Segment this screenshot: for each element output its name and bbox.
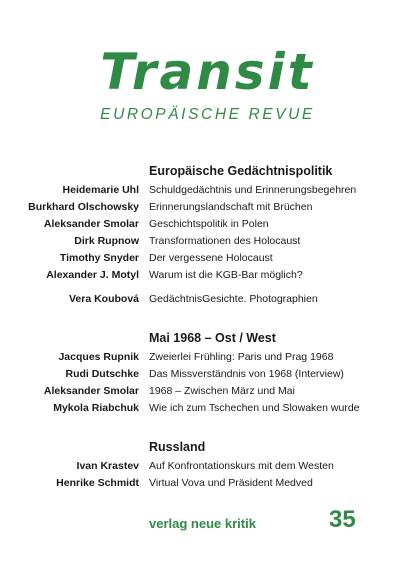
- toc-entry: [0, 199, 415, 216]
- entry-article: Schuldgedächtnis und Erinnerungsbegehren: [149, 184, 357, 196]
- entry-article: Warum ist die KGB-Bar möglich?: [149, 269, 303, 281]
- entry-article: Erinnerungslandschaft mit Brüchen: [149, 201, 313, 213]
- toc-entry: [0, 400, 415, 417]
- entry-author: Aleksander Smolar: [43, 218, 139, 230]
- entry-article: Virtual Vova und Präsident Medved: [149, 477, 313, 489]
- entry-author: Vera Koubová: [68, 293, 139, 305]
- section-title: Russland: [149, 440, 206, 454]
- entry-article: GedächtnisGesichte. Photographien: [149, 293, 318, 305]
- toc-entry: [0, 349, 415, 366]
- entry-author: Mykola Riabchuk: [53, 402, 139, 414]
- entry-author: Timothy Snyder: [59, 252, 139, 264]
- toc-entry: [0, 250, 415, 267]
- entry-article: Der vergessene Holocaust: [149, 252, 273, 264]
- toc-entry: [0, 475, 415, 492]
- entry-article: Zweierlei Frühling: Paris und Prag 1968: [149, 351, 334, 363]
- entry-article: Das Missverständnis von 1968 (Interview): [149, 368, 344, 380]
- toc-entry: [0, 182, 415, 199]
- entry-article: Geschichtspolitik in Polen: [149, 218, 269, 230]
- entry-author: Jacques Rupnik: [58, 351, 139, 363]
- entry-author: Aleksander Smolar: [43, 385, 139, 397]
- section-title: Mai 1968 – Ost / West: [149, 331, 276, 345]
- toc-entry: [0, 366, 415, 383]
- magazine-subtitle: EUROPÄISCHE REVUE: [100, 106, 315, 123]
- entry-article: 1968 – Zwischen März und Mai: [149, 385, 295, 397]
- publisher-name: verlag neue kritik: [149, 516, 256, 531]
- section-title: Europäische Gedächtnispolitik: [149, 164, 333, 178]
- entry-author: Rudi Dutschke: [65, 368, 139, 380]
- toc-entry: [0, 458, 415, 475]
- entry-article: Wie ich zum Tschechen und Slowaken wurde: [149, 402, 360, 414]
- toc-entry: [0, 216, 415, 233]
- toc-entry: [0, 233, 415, 250]
- entry-article: Auf Konfrontationskurs mit dem Westen: [149, 460, 334, 472]
- entry-author: Henrike Schmidt: [56, 477, 139, 489]
- magazine-title: Transit: [100, 43, 315, 101]
- issue-number: 35: [329, 506, 356, 533]
- toc-entry: [0, 291, 415, 308]
- entry-article: Transformationen des Holocaust: [149, 235, 301, 247]
- entry-author: Alexander J. Motyl: [46, 269, 139, 281]
- toc-entry: [0, 267, 415, 284]
- entry-author: Burkhard Olschowsky: [28, 201, 139, 213]
- entry-author: Dirk Rupnow: [74, 235, 139, 247]
- entry-author: Heidemarie Uhl: [62, 184, 139, 196]
- entry-author: Ivan Krastev: [76, 460, 139, 472]
- toc-entry: [0, 383, 415, 400]
